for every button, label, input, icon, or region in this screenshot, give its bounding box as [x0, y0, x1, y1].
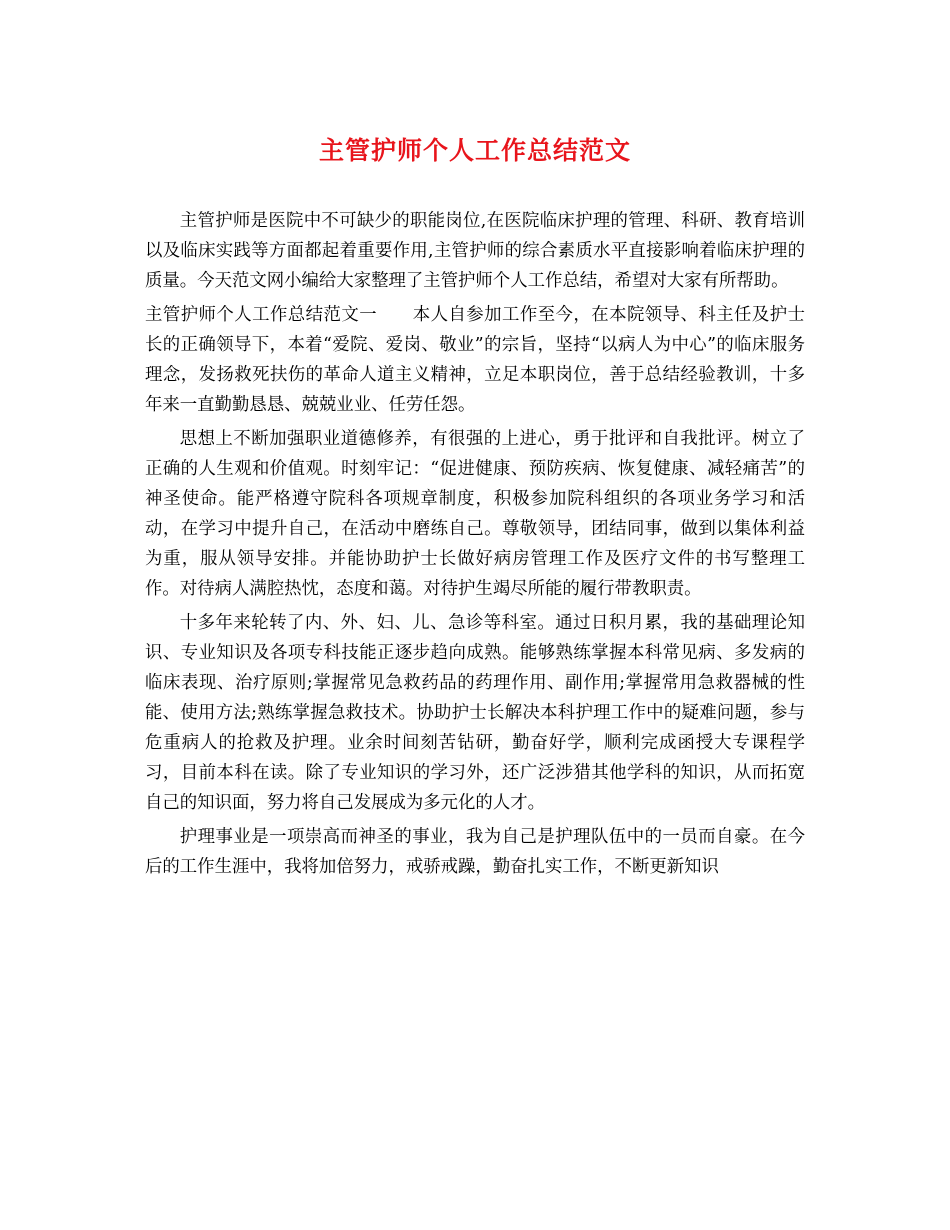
paragraph-future: 护理事业是一项崇高而神圣的事业，我为自己是护理队伍中的一员而自豪。在今后的工作生涯中，我将加倍努力，戒骄戒躁，勤奋扎实工作，不断更新知识 — [145, 827, 805, 877]
paragraph-ideology: 思想上不断加强职业道德修养，有很强的上进心，勇于批评和自我批评。树立了正确的人生观和价值观。时刻牢记：“促进健康、预防疾病、恢复健康、减轻痛苦”的神圣使命。能严格遵守院科各项规章制度，积极参加院科组织的各项业务学习和活动，在学习中提升自己，在活动中磨练自己。尊敬领导，团结同事，做到以集体利益为重，服从领导安排。并能协助护士长做好病房管理工作及医疗文件的书写整理工作。对待病人满腔热忱，态度和蔼。对待护生竭尽所能的履行带教职责。 — [145, 429, 805, 599]
paragraph-section-one: 主管护师个人工作总结范文一 本人自参加工作至今，在本院领导、科主任及护士长的正确领导下，本着“爱院、爱岗、敬业”的宗旨，坚持“以病人为中心”的临床服务理念，发扬救死扶伤的革命人道主义精神，立足本职岗位，善于总结经验教训，十多年来一直勤勤恳恳、兢兢业业、任劳任怨。 — [145, 305, 805, 415]
paragraph-intro: 主管护师是医院中不可缺少的职能岗位,在医院临床护理的管理、科研、教育培训以及临床实践等方面都起着重要作用,主管护师的综合素质水平直接影响着临床护理的质量。今天范文网小编给大家整理了主管护师个人工作总结，希望对大家有所帮助。 — [145, 211, 805, 291]
paragraph-experience: 十多年来轮转了内、外、妇、儿、急诊等科室。通过日积月累，我的基础理论知识、专业知识及各项专科技能正逐步趋向成熟。能够熟练掌握本科常见病、多发病的临床表现、治疗原则;掌握常见急救药品的药理作用、副作用;掌握常用急救器械的性能、使用方法;熟练掌握急救技术。协助护士长解决本科护理工作中的疑难问题，参与危重病人的抢救及护理。业余时间刻苦钻研，勤奋好学，顺利完成函授大专课程学习，目前本科在读。除了专业知识的学习外，还广泛涉猎其他学科的知识，从而拓宽自己的知识面，努力将自己发展成为多元化的人才。 — [145, 613, 805, 813]
document-body — [145, 206, 805, 882]
document-title: 主管护师个人工作总结范文 — [318, 136, 631, 165]
